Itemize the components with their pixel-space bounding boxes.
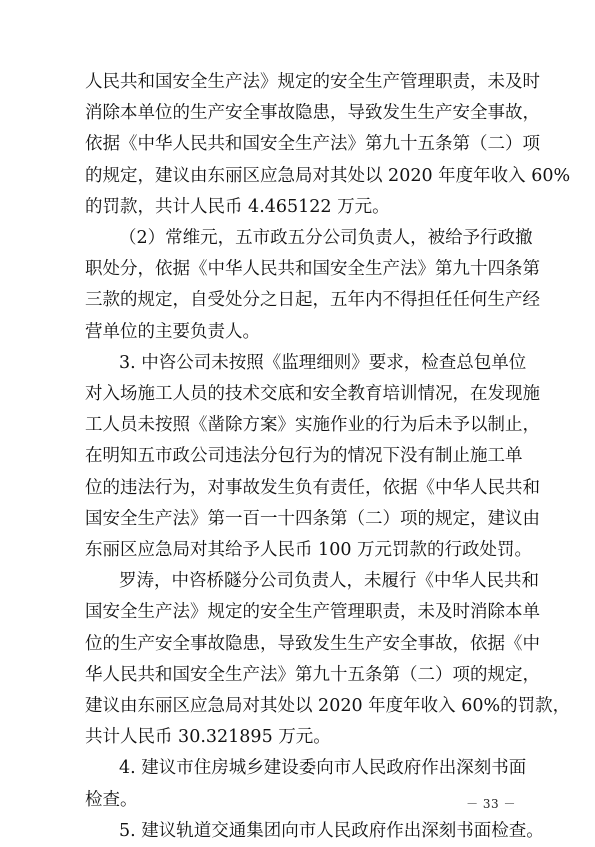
text-line: 位的生产安全事故隐患，导致发生生产安全事故，依据《中 [85, 634, 540, 654]
text-line: 职处分，依据《中华人民共和国安全生产法》第九十四条第 [85, 259, 540, 279]
text-line: 5. 建议轨道交通集团向市人民政府作出深刻书面检查。 [119, 821, 544, 841]
text-line: 3. 中咨公司未按照《监理细则》要求，检查总包单位 [119, 353, 527, 373]
text-line: 共计人民币 30.321895 万元。 [85, 727, 331, 747]
text-line: 罗涛，中咨桥隧分公司负责人，未履行《中华人民共和 [119, 571, 539, 591]
text-line: 消除本单位的生产安全事故隐患，导致发生生产安全事故， [85, 103, 540, 123]
text-line: 对入场施工人员的技术交底和安全教育培训情况，在发现施 [85, 384, 540, 404]
text-line: 建议由东丽区应急局对其处以 2020 年度年收入 60%的罚款， [85, 696, 571, 716]
text-line: 三款的规定，自受处分之日起，五年内不得担任任何生产经 [85, 290, 540, 310]
text-line: 国安全生产法》规定的安全生产管理职责，未及时消除本单 [85, 602, 540, 622]
text-line: （2）常维元，五市政五分公司负责人，被给予行政撤 [119, 228, 533, 248]
text-line: 东丽区应急局对其给予人民币 100 万元罚款的行政处罚。 [85, 540, 533, 560]
text-line: 4. 建议市住房城乡建设委向市人民政府作出深刻书面 [119, 758, 527, 778]
text-line: 国安全生产法》第一百一十四条第（二）项的规定，建议由 [85, 509, 540, 529]
text-line: 在明知五市政公司违法分包行为的情况下没有制止施工单 [85, 446, 523, 466]
text-line: 位的违法行为，对事故发生负有责任，依据《中华人民共和 [85, 478, 540, 498]
page-number: － 33 － [466, 797, 516, 811]
text-line: 营单位的主要负责人。 [85, 322, 260, 342]
text-line: 人民共和国安全生产法》规定的安全生产管理职责，未及时 [85, 72, 540, 92]
text-line: 的规定，建议由东丽区应急局对其处以 2020 年度年收入 60% [85, 166, 571, 186]
text-line: 工人员未按照《凿除方案》实施作业的行为后未予以制止， [85, 415, 540, 435]
text-line: 华人民共和国安全生产法》第九十五条第（二）项的规定， [85, 665, 540, 685]
text-line: 检查。 [85, 790, 138, 810]
text-line: 的罚款，共计人民币 4.465122 万元。 [85, 197, 390, 217]
text-line: 依据《中华人民共和国安全生产法》第九十五条第（二）项 [85, 134, 540, 154]
